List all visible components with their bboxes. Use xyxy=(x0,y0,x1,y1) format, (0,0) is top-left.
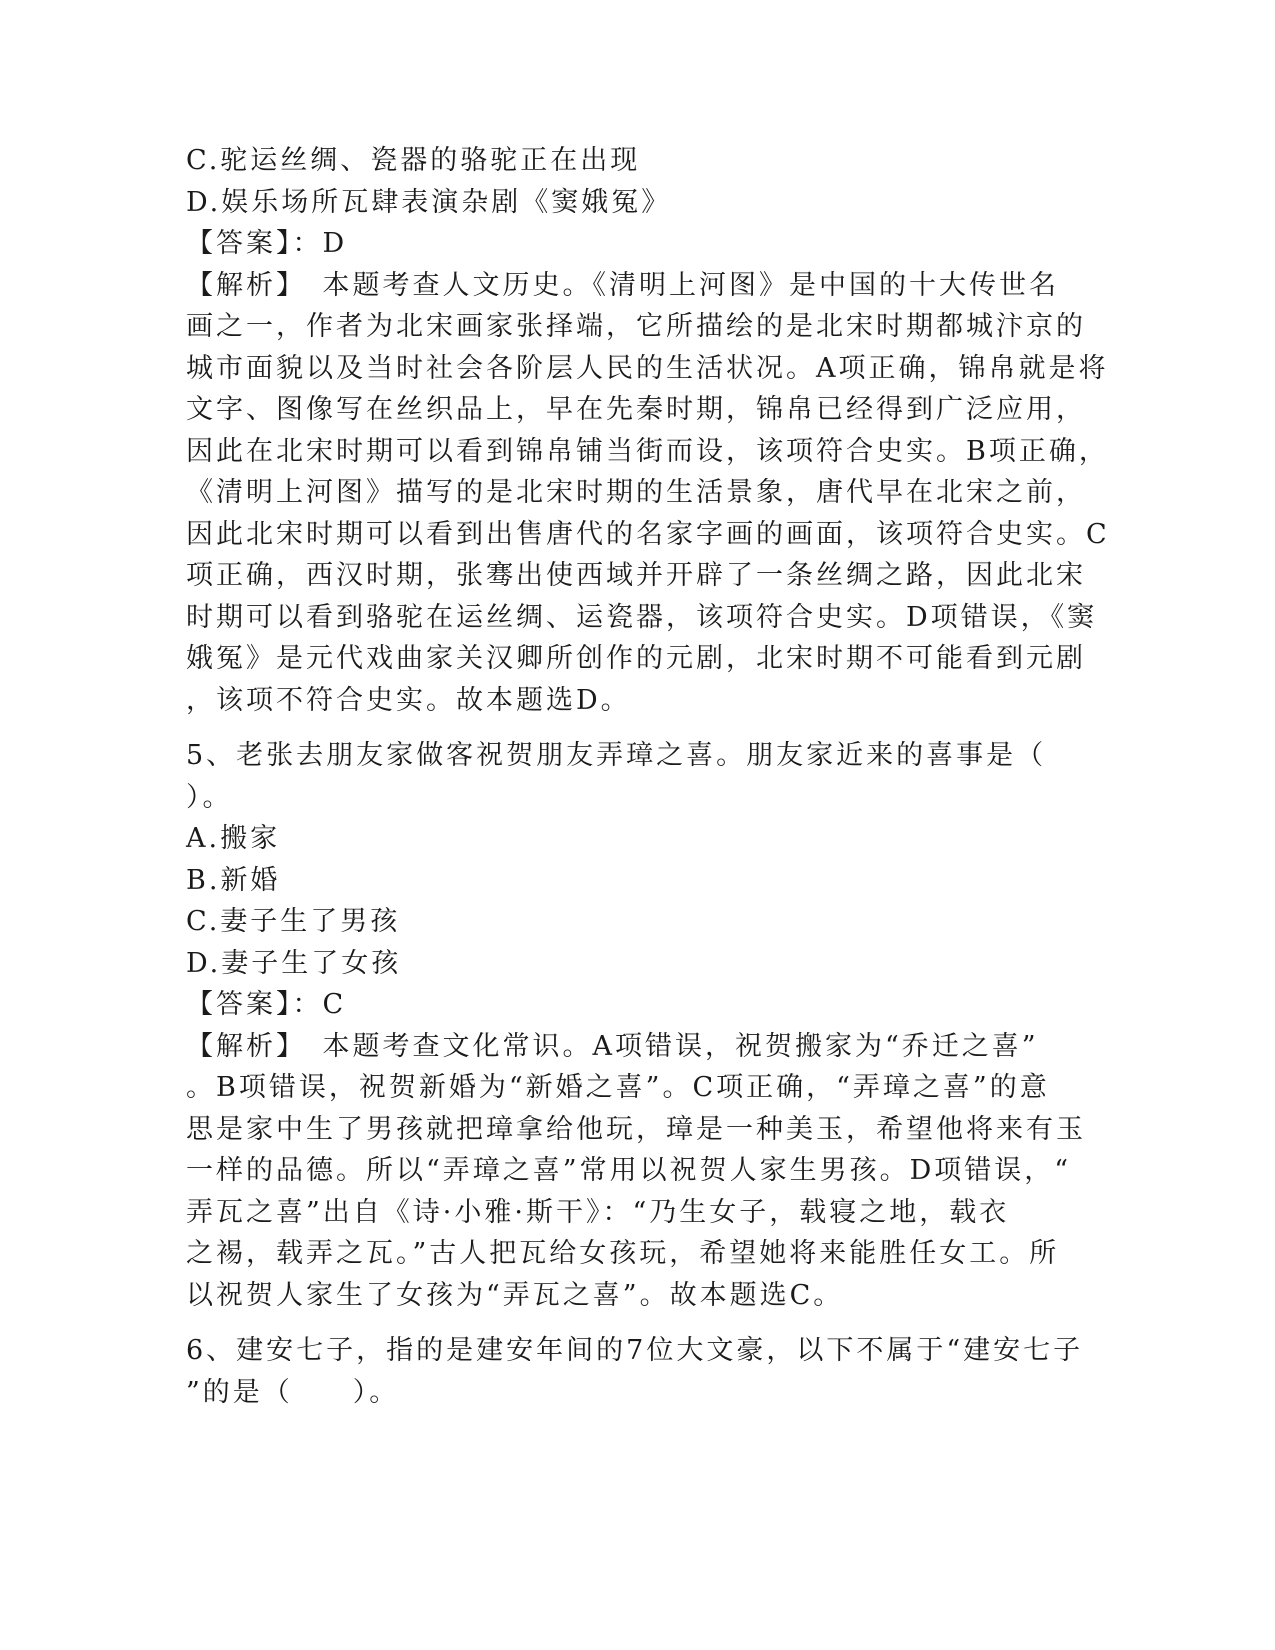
analysis-line: 项正确，西汉时期，张骞出使西域并开辟了一条丝绸之路，因此北宋 xyxy=(186,560,1086,591)
question-5-text: ）。 xyxy=(186,781,233,813)
question-5-option-c: C.妻子生了男孩 xyxy=(186,906,401,937)
question-6-text: 6、建安七子，指的是建安年间的7位大文豪，以下不属于“建安七子 xyxy=(186,1335,1084,1366)
question-5-analysis xyxy=(186,1026,1086,1317)
analysis-line: 《清明上河图》描写的是北宋时期的生活景象，唐代早在北宋之前， xyxy=(186,477,1086,508)
question-4-answer: 【答案】：D xyxy=(186,228,348,259)
analysis-line: 思是家中生了男孩就把璋拿给他玩，璋是一种美玉，希望他将来有玉 xyxy=(186,1113,1086,1145)
analysis-line: ，该项不符合史实。故本题选D。 xyxy=(186,684,631,716)
analysis-line: 娥冤》是元代戏曲家关汉卿所创作的元剧，北宋时期不可能看到元剧 xyxy=(186,643,1086,674)
analysis-line: 以祝贺人家生了女孩为“弄瓦之喜”。故本题选C。 xyxy=(186,1279,844,1311)
question-4-option-d: D.娱乐场所瓦肆表演杂剧《窦娥冤》 xyxy=(186,186,672,218)
question-5-option-d: D.妻子生了女孩 xyxy=(186,947,402,979)
question-6-text: ”的是（ ）。 xyxy=(186,1376,400,1408)
analysis-line: 因此北宋时期可以看到出售唐代的名家字画的画面，该项符合史实。C xyxy=(186,518,1110,550)
question-4-block xyxy=(186,140,1110,721)
question-5-answer: 【答案】：C xyxy=(186,989,347,1020)
question-6-block xyxy=(186,1330,1086,1413)
analysis-line: 城市面貌以及当时社会各阶层人民的生活状况。A项正确，锦帛就是将 xyxy=(186,352,1109,384)
question-4-option-c: C.驼运丝绸、瓷器的骆驼正在出现 xyxy=(186,145,641,176)
question-5-text: 5、老张去朋友家做客祝贺朋友弄璋之喜。朋友家近来的喜事是（ xyxy=(186,740,1047,771)
analysis-line: 一样的品德。所以“弄璋之喜”常用以祝贺人家生男孩。D项错误，“ xyxy=(186,1155,1072,1186)
analysis-line: 文字、图像写在丝织品上，早在先秦时期，锦帛已经得到广泛应用， xyxy=(186,394,1086,425)
analysis-line: 【解析】 本题考查文化常识。A项错误，祝贺搬家为“乔迁之喜” xyxy=(186,1030,1039,1062)
analysis-line: 时期可以看到骆驼在运丝绸、运瓷器，该项符合史实。D项错误，《窦 xyxy=(186,601,1098,633)
question-5-option-a: A.搬家 xyxy=(186,823,281,854)
analysis-line: 之裼，载弄之瓦。”古人把瓦给女孩玩，希望她将来能胜任女工。所 xyxy=(186,1238,1060,1269)
question-4-analysis xyxy=(186,265,1110,722)
page-content xyxy=(186,140,1110,1413)
analysis-line: 弄瓦之喜”出自《诗·小雅·斯干》：“乃生女子，载寝之地，载衣 xyxy=(186,1196,1010,1228)
analysis-line: 。B项错误，祝贺新婚为“新婚之喜”。C项正确，“弄璋之喜”的意 xyxy=(186,1072,1050,1103)
question-5-option-b: B.新婚 xyxy=(186,864,281,896)
analysis-line: 【解析】 本题考查人文历史。《清明上河图》是中国的十大传世名 xyxy=(186,269,1059,301)
question-5-block xyxy=(186,735,1086,1316)
analysis-line: 画之一，作者为北宋画家张择端，它所描绘的是北宋时期都城汴京的 xyxy=(186,311,1086,342)
analysis-line: 因此在北宋时期可以看到锦帛铺当街而设，该项符合史实。B项正确， xyxy=(186,435,1109,467)
